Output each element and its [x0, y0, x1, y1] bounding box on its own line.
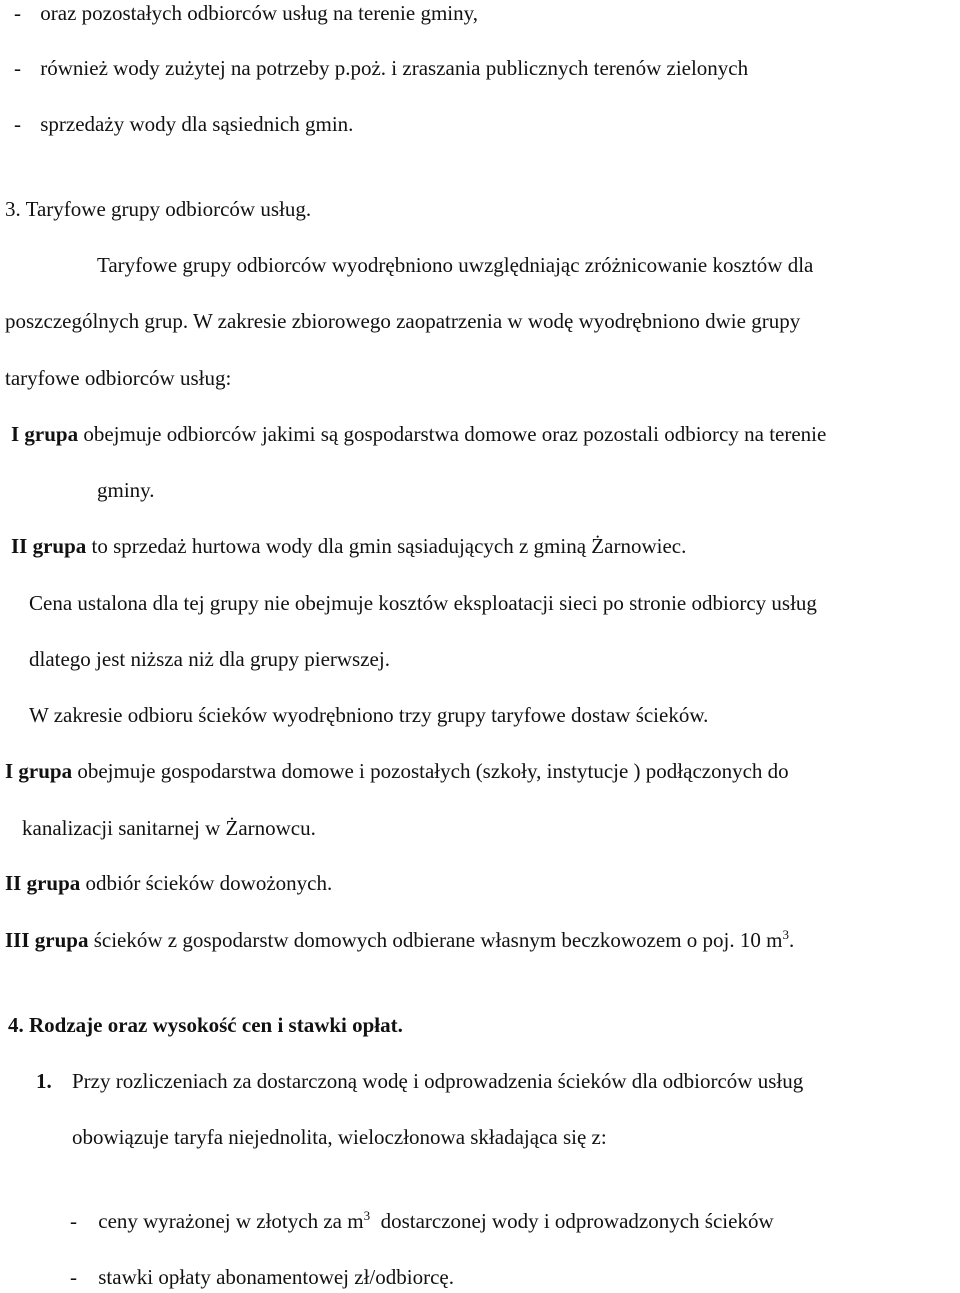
- superscript: 3: [363, 1208, 371, 1223]
- group-label: I grupa: [11, 422, 79, 446]
- list-item: [70, 1264, 454, 1290]
- list-item: [14, 111, 353, 137]
- bullet-dash: -: [14, 112, 21, 136]
- water-group-2: [11, 533, 686, 559]
- water-group-1: [11, 421, 826, 447]
- group-description: obejmuje odbiorców jakimi są gospodarstwa domowe oraz pozostali odbiorcy na terenie: [78, 422, 827, 446]
- list-item: [14, 55, 748, 81]
- paragraph-line: Przy rozliczeniach za dostarczoną wodę i odprowadzenia ścieków dla odbiorców usług: [72, 1069, 804, 1093]
- section-heading: 3. Taryfowe grupy odbiorców usług.: [5, 197, 312, 221]
- superscript: 3: [782, 927, 789, 942]
- paragraph-line: dlatego jest niższa niż dla grupy pierwszej.: [29, 647, 390, 671]
- group-label: II grupa: [5, 871, 81, 895]
- bullet-dash: -: [70, 1209, 77, 1233]
- paragraph-line: Taryfowe grupy odbiorców wyodrębniono uwzględniając zróżnicowanie kosztów dla: [97, 253, 814, 277]
- list-item-text: również wody zużytej na potrzeby p.poż. i zraszania publicznych terenów zielonych: [40, 56, 749, 80]
- list-item-text: stawki opłaty abonamentowej zł/odbiorcę.: [98, 1265, 454, 1289]
- bullet-dash: -: [70, 1265, 77, 1289]
- group-description: odbiór ścieków dowożonych.: [80, 871, 333, 895]
- paragraph-line: Cena ustalona dla tej grupy nie obejmuje kosztów eksploatacji sieci po stronie odbiorcy usług: [29, 591, 817, 615]
- group-description: obejmuje gospodarstwa domowe i pozostałych (szkoły, instytucje ) podłączonych do: [72, 759, 789, 783]
- list-item: [14, 0, 478, 26]
- paragraph-line: gminy.: [97, 478, 155, 502]
- sewage-group-1: [5, 758, 789, 784]
- paragraph-line: W zakresie odbioru ścieków wyodrębniono trzy grupy taryfowe dostaw ścieków.: [29, 703, 709, 727]
- list-item: [70, 1208, 774, 1234]
- section-heading: 4. Rodzaje oraz wysokość cen i stawki opłat.: [8, 1013, 403, 1037]
- group-label: I grupa: [5, 759, 73, 783]
- bullet-dash: -: [14, 1, 21, 25]
- bullet-dash: -: [14, 56, 21, 80]
- group-description: to sprzedaż hurtowa wody dla gmin sąsiadujących z gminą Żarnowiec.: [86, 534, 687, 558]
- list-item-text: [98, 1209, 773, 1233]
- paragraph-line: poszczególnych grup. W zakresie zbiorowego zaopatrzenia w wodę wyodrębniono dwie grupy: [5, 309, 801, 333]
- paragraph-line: obowiązuje taryfa niejednolita, wieloczłonowa składająca się z:: [72, 1125, 607, 1149]
- group-label: III grupa: [5, 928, 89, 952]
- paragraph-line: kanalizacji sanitarnej w Żarnowcu.: [22, 816, 316, 840]
- group-label: II grupa: [11, 534, 87, 558]
- list-item-text-part: dostarczonej wody i odprowadzonych ścieków: [370, 1209, 774, 1233]
- paragraph-line: taryfowe odbiorców usług:: [5, 366, 232, 390]
- sewage-group-2: [5, 870, 332, 896]
- list-item-text: sprzedaży wody dla sąsiednich gmin.: [40, 112, 354, 136]
- list-number: 1.: [36, 1069, 52, 1093]
- punctuation: .: [788, 928, 795, 952]
- list-item-text-part: ceny wyrażonej w złotych za m: [98, 1209, 364, 1233]
- sewage-group-3: [5, 927, 794, 953]
- group-description: ścieków z gospodarstw domowych odbierane własnym beczkowozem o poj. 10 m: [88, 928, 783, 952]
- list-item-text: oraz pozostałych odbiorców usług na terenie gminy,: [40, 1, 479, 25]
